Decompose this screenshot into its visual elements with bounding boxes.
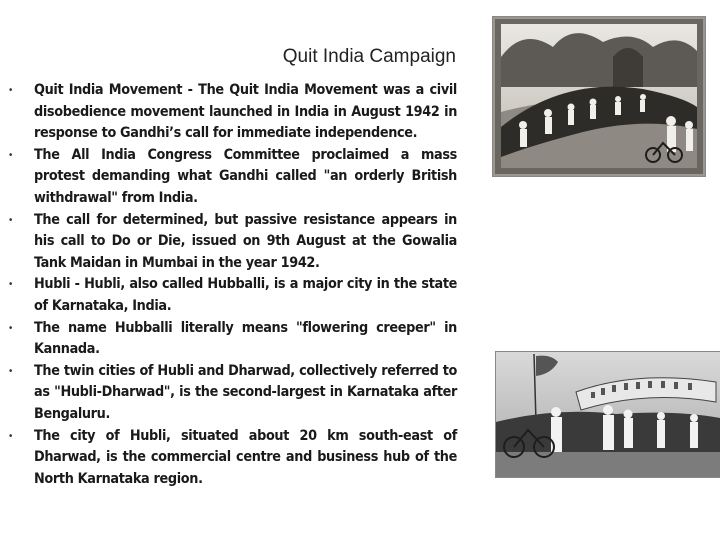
bullet-text: Quit India Movement - The Quit India Movement was a civil disobedience movement launched in India in August 1942 in response to Gandhi’s call for immediate independence.: [34, 82, 457, 142]
bullet-text: The city of Hubli, situated about 20 km south-east of Dharwad, is the commercial centre and business hub of the North Karnataka region.: [34, 427, 457, 487]
protest-march-photo: [493, 17, 705, 176]
bullet-text: Hubli - Hubli, also called Hubballi, is a major city in the state of Karnataka, India.: [34, 276, 457, 314]
bullet-text: The twin cities of Hubli and Dharwad, collectively referred to as "Hubli-Dharwad", is the second-largest in Karnataka after Bengaluru.: [34, 362, 457, 422]
bullet-dot-icon: •: [8, 279, 13, 291]
bullet-dot-icon: •: [8, 365, 13, 377]
procession-with-flag-photo: [496, 352, 720, 477]
bullet-dot-icon: •: [8, 322, 13, 334]
bullet-dot-icon: •: [8, 85, 13, 96]
bullet-item: [8, 274, 457, 317]
bullet-dot-icon: •: [8, 214, 13, 226]
bullet-list: [8, 80, 457, 490]
bullet-item: [8, 318, 457, 361]
bullet-item: [8, 145, 457, 210]
bullet-item: [8, 426, 457, 491]
bullet-dot-icon: •: [8, 149, 13, 161]
bullet-dot-icon: •: [8, 430, 13, 442]
bullet-item: [8, 361, 457, 426]
bullet-item: [8, 80, 457, 145]
bullet-text: The All India Congress Committee proclaimed a mass protest demanding what Gandhi called "an orderly British withdrawal" from India.: [34, 146, 457, 206]
bullet-text: The name Hubballi literally means "flowering creeper" in Kannada.: [34, 319, 457, 358]
slide-title: Quit India Campaign: [282, 46, 456, 67]
bullet-item: [8, 210, 457, 275]
bullet-text: The call for determined, but passive resistance appears in his call to Do or Die, issued on 9th August at the Gowalia Tank Maidan in Mumbai in the year 1942.: [34, 211, 457, 271]
